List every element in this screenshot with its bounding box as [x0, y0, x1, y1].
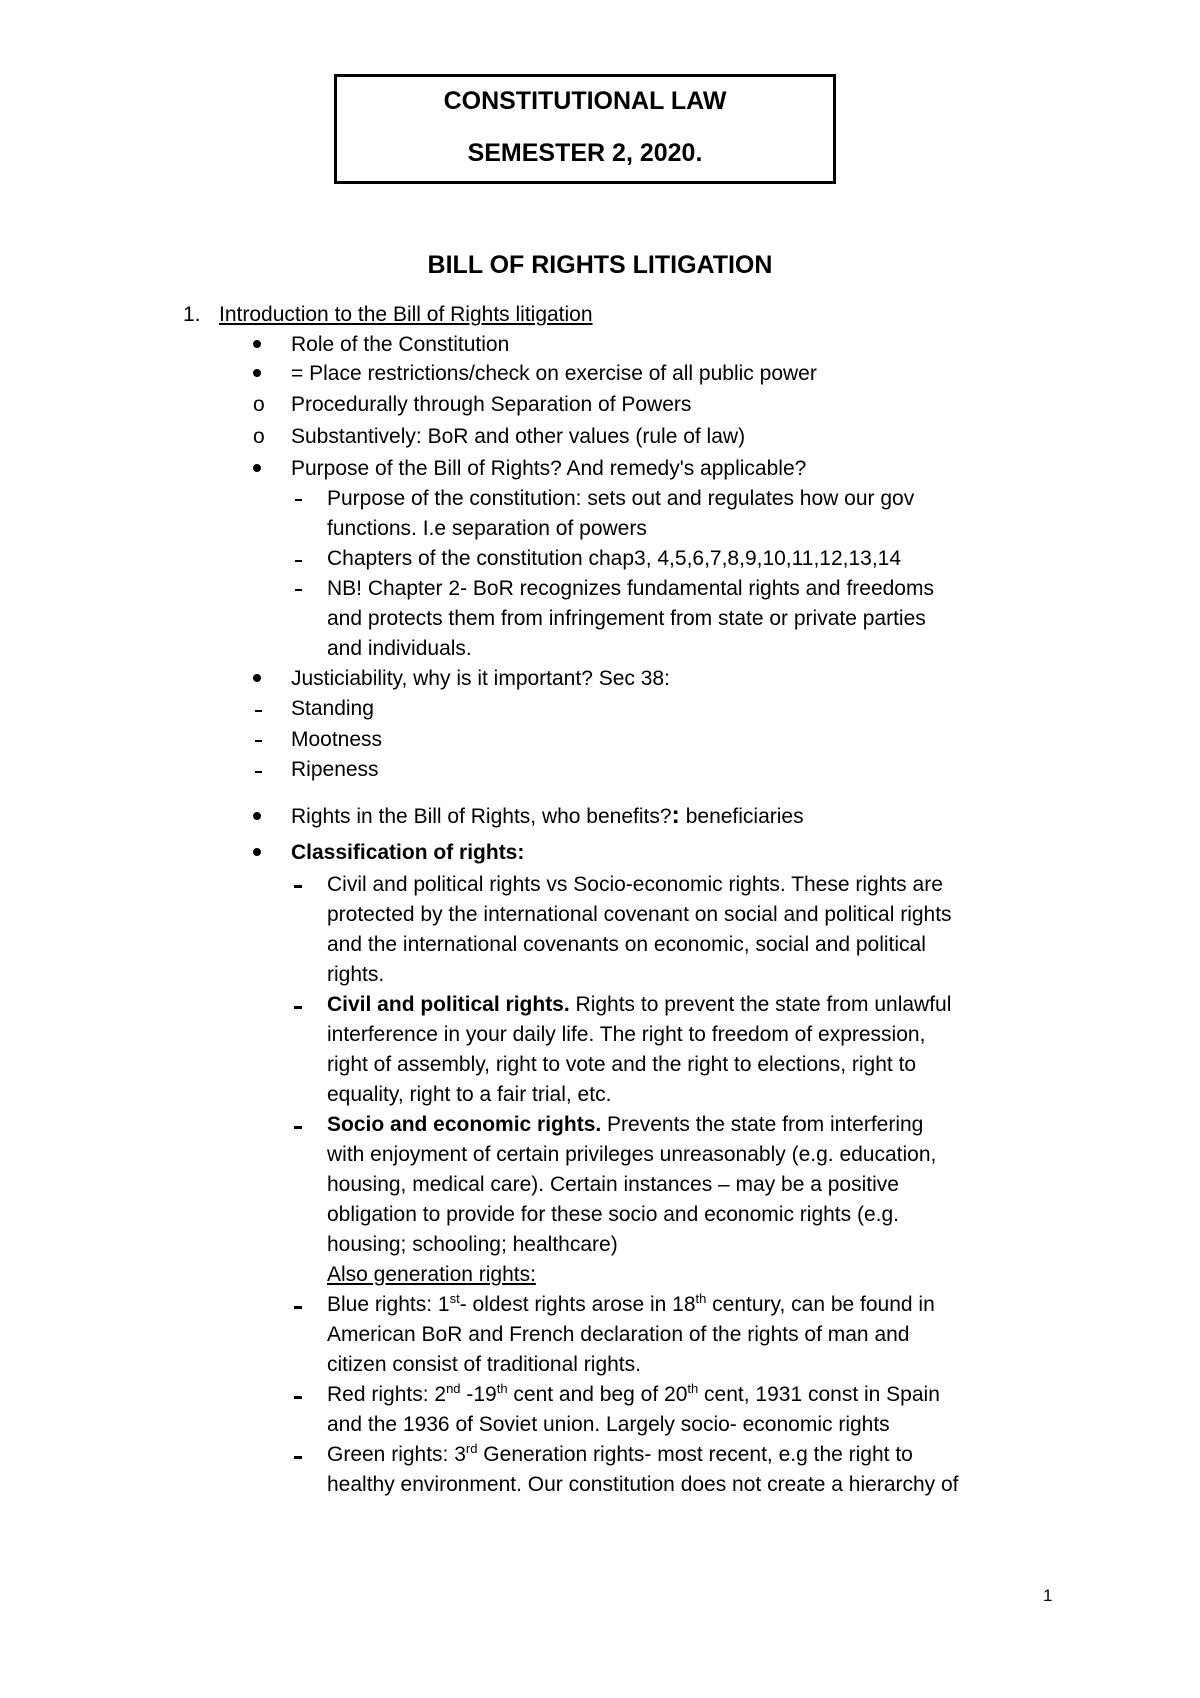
- red-rights-text: cent, 1931 const in Spain: [698, 1383, 940, 1406]
- bullet-icon: [253, 812, 261, 820]
- list-item-continuation: protected by the international covenant on social and political rights: [327, 903, 952, 926]
- bullet-icon: [253, 369, 261, 377]
- blue-rights-text: - oldest rights arose in 18: [459, 1293, 696, 1316]
- list-item-continuation: and the international covenants on economic, social and political: [327, 933, 926, 956]
- bullet-icon: [253, 674, 261, 682]
- dash-bullet-icon: [255, 740, 262, 742]
- list-item: [291, 801, 804, 829]
- red-rights-text: cent and beg of 20: [507, 1383, 688, 1406]
- list-item-continuation: rights.: [327, 963, 385, 986]
- blue-rights-text: century, can be found in: [706, 1293, 935, 1316]
- document-title: CONSTITUTIONAL LAW: [443, 87, 727, 115]
- list-item-continuation: healthy environment. Our constitution does not create a hierarchy of: [327, 1473, 959, 1496]
- list-item: Mootness: [291, 728, 383, 751]
- red-rights-text: -19: [460, 1383, 497, 1406]
- list-item: Purpose of the Bill of Rights? And remedy's applicable?: [291, 457, 807, 480]
- bullet-icon: [253, 340, 261, 348]
- dash-bullet-icon: [294, 1006, 302, 1009]
- dash-bullet-icon: [255, 771, 262, 773]
- list-item: Procedurally through Separation of Powers: [291, 393, 692, 416]
- dash-bullet-icon: [255, 710, 262, 712]
- list-item: Civil and political rights vs Socio-economic rights. These rights are: [327, 873, 943, 896]
- superscript: th: [695, 1291, 707, 1306]
- dash-bullet-icon: [294, 885, 302, 888]
- list-item-continuation: interference in your daily life. The right to freedom of expression,: [327, 1023, 926, 1046]
- list-number: 1.: [183, 303, 201, 326]
- list-item: [327, 1112, 923, 1137]
- rights-question: Rights in the Bill of Rights, who benefits?: [291, 805, 672, 828]
- document-subtitle: SEMESTER 2, 2020.: [467, 139, 703, 167]
- circle-bullet-icon: o: [253, 393, 265, 416]
- list-item: NB! Chapter 2- BoR recognizes fundamental rights and freedoms: [327, 577, 934, 600]
- subheading-generation-rights: Also generation rights:: [327, 1263, 536, 1286]
- dash-bullet-icon: [295, 499, 302, 501]
- title-box: [334, 74, 836, 184]
- list-item-continuation: and the 1936 of Soviet union. Largely socio- economic rights: [327, 1413, 890, 1436]
- list-item: Role of the Constitution: [291, 333, 510, 356]
- list-item-continuation: housing, medical care). Certain instances – may be a positive: [327, 1173, 899, 1196]
- list-item: Ripeness: [291, 758, 379, 781]
- list-item: [327, 1382, 940, 1407]
- list-item-continuation: and individuals.: [327, 637, 472, 660]
- list-item: [327, 1442, 913, 1467]
- list-item-continuation: obligation to provide for these socio and economic rights (e.g.: [327, 1203, 899, 1226]
- list-item-continuation: equality, right to a fair trial, etc.: [327, 1083, 612, 1106]
- dash-bullet-icon: [294, 1306, 302, 1309]
- socio-rights-term: Socio and economic rights.: [327, 1113, 602, 1136]
- green-rights-text: Generation rights- most recent, e.g the right to: [477, 1443, 913, 1466]
- superscript: th: [687, 1381, 699, 1396]
- list-item-continuation: and protects them from infringement from state or private parties: [327, 607, 926, 630]
- civil-rights-text: Rights to prevent the state from unlawful: [569, 993, 952, 1016]
- section-heading: BILL OF RIGHTS LITIGATION: [427, 251, 773, 279]
- list-item: Substantively: BoR and other values (rule of law): [291, 425, 746, 448]
- list-item-continuation: right of assembly, right to vote and the right to elections, right to: [327, 1053, 917, 1076]
- green-rights-text: Green rights: 3: [327, 1443, 466, 1466]
- colon-mark: :: [671, 801, 680, 829]
- bullet-icon: [253, 848, 261, 856]
- dash-bullet-icon: [294, 1126, 302, 1129]
- list-item-continuation: American BoR and French declaration of the rights of man and: [327, 1323, 910, 1346]
- blue-rights-text: Blue rights: 1: [327, 1293, 450, 1316]
- superscript: th: [496, 1381, 508, 1396]
- dash-bullet-icon: [295, 560, 302, 562]
- list-item-bold: Classification of rights:: [291, 841, 525, 864]
- superscript: rd: [465, 1441, 478, 1456]
- list-item: Justiciability, why is it important? Sec 38:: [291, 667, 670, 690]
- superscript: nd: [446, 1381, 461, 1396]
- list-item: Chapters of the constitution chap3, 4,5,6,7,8,9,10,11,12,13,14: [327, 547, 902, 570]
- list-item: [327, 1292, 935, 1317]
- list-item-continuation: citizen consist of traditional rights.: [327, 1353, 641, 1376]
- bullet-icon: [253, 464, 261, 472]
- beneficiaries-text: beneficiaries: [679, 805, 804, 828]
- civil-rights-term: Civil and political rights.: [327, 993, 570, 1016]
- list-item: Standing: [291, 697, 374, 720]
- list-item-continuation: housing; schooling; healthcare): [327, 1233, 618, 1256]
- list-item: Purpose of the constitution: sets out and regulates how our gov: [327, 487, 915, 510]
- list-item: [327, 992, 951, 1017]
- dash-bullet-icon: [295, 589, 302, 591]
- list-item-continuation: with enjoyment of certain privileges unreasonably (e.g. education,: [327, 1143, 937, 1166]
- list-item: = Place restrictions/check on exercise of all public power: [291, 362, 817, 385]
- red-rights-text: Red rights: 2: [327, 1383, 447, 1406]
- socio-rights-text: Prevents the state from interfering: [601, 1113, 924, 1136]
- page-number: 1: [1043, 1586, 1053, 1605]
- superscript: st: [449, 1291, 460, 1306]
- dash-bullet-icon: [294, 1396, 302, 1399]
- list-item-continuation: functions. I.e separation of powers: [327, 517, 647, 540]
- circle-bullet-icon: o: [253, 425, 265, 448]
- dash-bullet-icon: [294, 1456, 302, 1459]
- list-item-heading: Introduction to the Bill of Rights litigation: [219, 303, 593, 326]
